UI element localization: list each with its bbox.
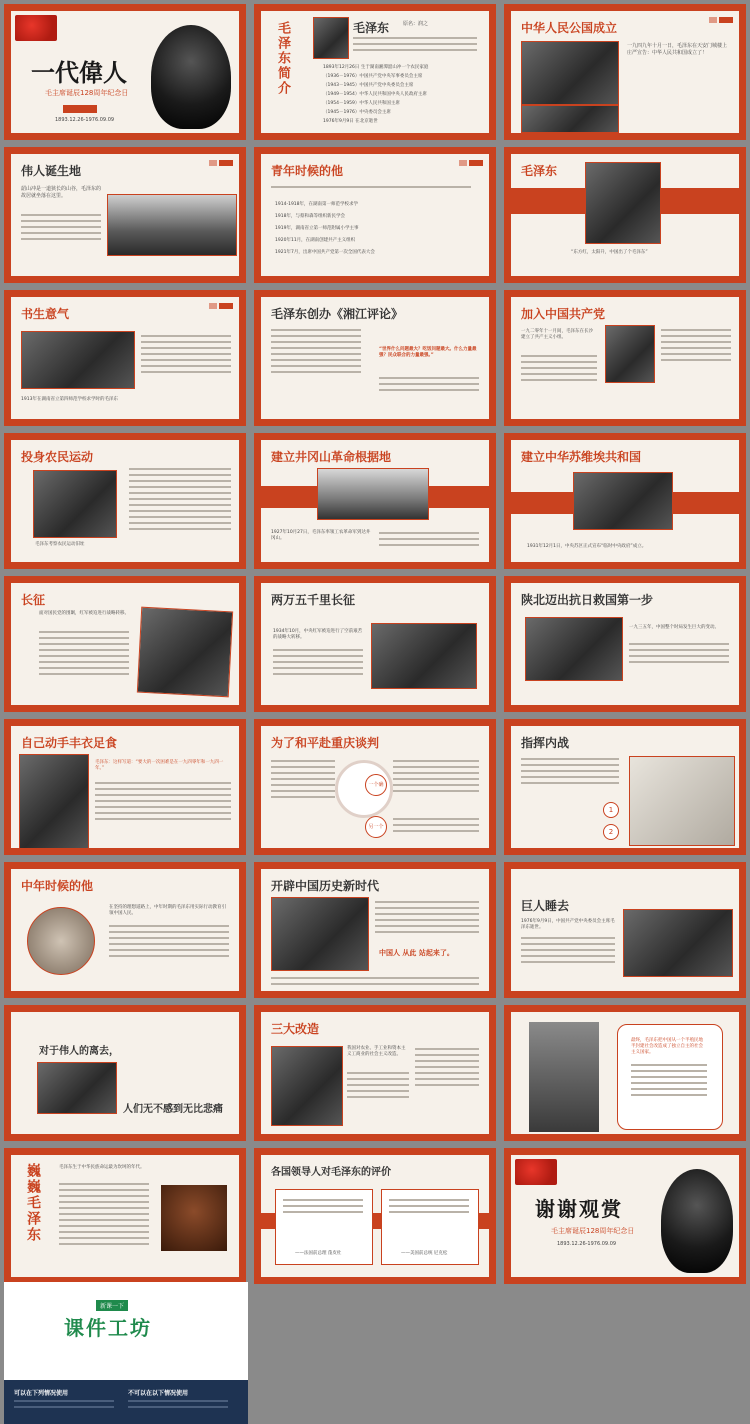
slide-18-civil-war[interactable] [504, 719, 746, 855]
intro-timeline-7: 1976年9月9日 在北京逝世 [323, 119, 378, 124]
passing-photo [623, 909, 733, 977]
passing-text: 1976年9月9日，中国共产党中央委员会主席毛泽东逝世。 [521, 919, 615, 931]
25000-li-painting [371, 623, 477, 689]
reforms-photo [271, 1046, 343, 1126]
shanbei-text: 一九三五年，中国整个时局发生巨大的变动。 [629, 625, 719, 630]
peasant-title: 投身农民运动 [21, 450, 94, 464]
jinggang-photo [317, 468, 429, 520]
memorial-statue [529, 1022, 599, 1132]
majestic-text: 毛泽东生于中华民族命运最为坎坷的年代。 [59, 1165, 145, 1170]
youth-timeline-5: 1921年7月，出席中国共产党第一次全国代表大会 [275, 250, 375, 255]
mourning-title: 对于伟人的离去， [39, 1046, 119, 1057]
cover-title: 一代偉人 [31, 58, 127, 87]
intro-name: 毛泽东 [353, 21, 390, 35]
slide-21-passing[interactable] [504, 862, 746, 998]
mourning-photo [37, 1062, 117, 1114]
leaders-quote-2: ——美国前总统 尼克松 [401, 1251, 448, 1256]
slide-26-leaders[interactable] [254, 1148, 496, 1284]
intro-vertical-title: 毛泽东简介 [275, 21, 290, 96]
mao-title: 毛泽东 [521, 164, 558, 178]
civil-war-title: 指挥内战 [521, 736, 570, 750]
thanks-date: 1893.12.26-1976.09.09 [557, 1241, 617, 1247]
slide-19-middle-age[interactable] [4, 862, 246, 998]
jinggang-text: 1927年10月27日，毛泽东率领工农革命军到达井冈山。 [271, 530, 371, 542]
brand-name: 课件工坊 [64, 1316, 152, 1340]
slide-14-25000-li[interactable] [254, 576, 496, 712]
xiangjiang-quote: “世界什么问题最大？吃饭问题最大。什么力量最强？民众联合的力量最强。” [379, 347, 477, 359]
brand-right-heading: 不可以在以下情况使用 [128, 1390, 189, 1397]
reforms-text: 我国对农业、手工业和资本主义工商业的社会主义改造。 [347, 1046, 406, 1058]
founding-photo-2 [521, 105, 619, 133]
brand-top-label: 新课一下 [96, 1300, 128, 1311]
slide-13-long-march[interactable] [4, 576, 246, 712]
red-flag-image [15, 15, 57, 41]
peasant-photo [33, 470, 117, 538]
slide-9-join-party[interactable] [504, 290, 746, 426]
long-march-text: 面对国民党的围剿，红军被迫进行战略转移。 [39, 611, 129, 616]
25000-li-title: 两万五千里长征 [271, 593, 356, 607]
join-party-title: 加入中国共产党 [521, 307, 606, 321]
slide-22-mourning[interactable] [4, 1005, 246, 1141]
xiangjiang-title: 毛泽东创办《湘江评论》 [271, 307, 404, 321]
cover-subtitle: 毛主席诞辰128周年纪念日 [45, 89, 129, 97]
thanks-portrait-image [661, 1169, 733, 1273]
peasant-caption: 毛泽东考察农民运动旧址 [35, 542, 85, 547]
brand-card [4, 1282, 248, 1424]
slide-7-scholar[interactable] [4, 290, 246, 426]
thanks-flag-image [515, 1159, 557, 1185]
cover-date: 1893.12.26-1976.09.09 [55, 117, 115, 123]
thanks-title: 谢谢观赏 [535, 1197, 623, 1221]
slide-23-reforms[interactable] [254, 1005, 496, 1141]
self-reliance-quote: 毛泽东：这样写道：“要大的一次困难是在一九四零年和一九四一年。” [95, 760, 224, 772]
slide-20-new-era[interactable] [254, 862, 496, 998]
slide-2-intro[interactable] [254, 4, 496, 140]
slide-5-youth[interactable] [254, 147, 496, 283]
birthplace-photo [107, 194, 237, 256]
leaders-quote-1: ——法国前总理 蓬皮杜 [295, 1251, 342, 1256]
slide-4-birthplace[interactable] [4, 147, 246, 283]
slide-17-chongqing[interactable] [254, 719, 496, 855]
brand-info-band [4, 1380, 248, 1424]
scholar-title: 书生意气 [21, 307, 70, 321]
brand-left-heading: 可以在下列情况使用 [14, 1390, 69, 1397]
reforms-title: 三大改造 [271, 1022, 320, 1036]
chongqing-title: 为了和平赴重庆谈判 [271, 736, 380, 750]
majestic-bust [161, 1185, 227, 1251]
slide-16-self-reliance[interactable] [4, 719, 246, 855]
scholar-group-photo [21, 331, 135, 389]
slide-25-majestic[interactable] [4, 1148, 246, 1284]
portrait-image [151, 25, 231, 129]
birthplace-title: 伟人诞生地 [21, 164, 82, 178]
slide-24-memorial[interactable] [504, 1005, 746, 1141]
intro-timeline-2: （1936－1976）中国共产党中央军事委员会主席 [323, 74, 423, 79]
founding-text: 一九四九年十月一日，毛泽东在天安门城楼上庄严宣告：中华人民共和国成立了！ [627, 43, 728, 56]
soviet-title: 建立中华苏维埃共和国 [521, 450, 642, 464]
slide-15-shanbei[interactable] [504, 576, 746, 712]
middle-age-text: 在坚持的理想道路上，中年时期的毛泽东用实际行动教育引领中国人民。 [109, 905, 226, 917]
mourning-subtitle: 人们无不感到无比悲痛 [123, 1104, 223, 1115]
birthplace-text: 韶山冲是一道狭长的山谷，毛泽东的故居就坐落在这里。 [21, 186, 102, 199]
civil-war-step-1: 1 [603, 802, 619, 818]
new-era-slogan: 中国人 从此 站起来了。 [379, 949, 454, 957]
memorial-text: 最终，毛泽东把中国从一个半殖民地半封建社会改造成了独立自主的社会主义国家。 [631, 1038, 703, 1056]
long-march-painting [137, 607, 233, 698]
mao-quote: “东方红，太阳升，中国出了个毛泽东” [571, 250, 648, 255]
intro-timeline-4: （1949－1954）中华人民共和国中央人民政府主席 [323, 92, 427, 97]
scholar-caption: 1913年在湖南省立第四师范学校求学时的毛泽东 [21, 397, 118, 402]
join-party-text: 一九二零年十一月间，毛泽东在长沙建立了共产主义小组。 [521, 329, 593, 341]
25000-li-text: 1934年10月，中央红军被迫进行了空前艰苦的战略大转移。 [273, 629, 363, 641]
chongqing-label-1: 一个确 [365, 774, 387, 796]
founding-title: 中华人民公国成立 [521, 21, 618, 35]
slide-27-thanks[interactable] [504, 1148, 746, 1284]
intro-timeline-1: 1893年12月26日 生于湖南湘潭韶山冲一个农民家庭 [323, 65, 429, 70]
civil-war-map [629, 756, 735, 846]
intro-portrait [313, 17, 349, 59]
intro-timeline-5: （1954－1959）中华人民共和国主席 [323, 101, 400, 106]
soviet-photo [573, 472, 673, 530]
youth-timeline-2: 1918年，与蔡和森等组织新民学会 [275, 214, 345, 219]
leaders-title: 各国领导人对毛泽东的评价 [271, 1167, 391, 1178]
intro-tagline: 原名：润之 [403, 21, 429, 27]
intro-paragraph [353, 37, 477, 55]
new-era-title: 开辟中国历史新时代 [271, 879, 380, 893]
slide-11-jinggang[interactable] [254, 433, 496, 569]
shanbei-cave-photo [525, 617, 623, 681]
cover-badge [63, 105, 97, 113]
self-reliance-photo [19, 754, 89, 848]
intro-timeline-6: （1945－1976）中央委员会主席 [323, 110, 391, 115]
slide-12-soviet[interactable] [504, 433, 746, 569]
middle-age-title: 中年时候的他 [21, 879, 94, 893]
join-party-portrait [605, 325, 655, 383]
slide-10-peasant[interactable] [4, 433, 246, 569]
founding-photo [521, 41, 619, 105]
accent-mark [719, 17, 733, 23]
civil-war-step-2: 2 [603, 824, 619, 840]
self-reliance-title: 自己动手丰衣足食 [21, 736, 118, 750]
youth-timeline-1: 1914-1918年，在湖南第一师范学校求学 [275, 202, 359, 207]
intro-timeline-3: （1943－1945）中国共产党中央委员会主席 [323, 83, 414, 88]
slide-1-cover[interactable] [4, 4, 246, 140]
youth-timeline-3: 1919年，湖南省立第一师范附属小学主事 [275, 226, 359, 231]
shanbei-title: 陕北迈出抗日救国第一步 [521, 593, 654, 607]
jinggang-title: 建立井冈山革命根据地 [271, 450, 392, 464]
majestic-vertical-title: 巍巍毛泽东 [25, 1163, 41, 1243]
middle-age-portrait [27, 907, 95, 975]
new-era-photo [271, 897, 369, 971]
slide-6-mao[interactable] [504, 147, 746, 283]
soviet-caption: 1931年12月1日，中央苏区正式宣布“临时中央政府”成立。 [527, 544, 647, 549]
mao-photo [585, 162, 661, 244]
youth-title: 青年时候的他 [271, 164, 344, 178]
chongqing-label-2: 另一个 [365, 816, 387, 838]
slide-8-xiangjiang[interactable] [254, 290, 496, 426]
passing-title: 巨人睡去 [521, 899, 570, 913]
long-march-title: 长征 [21, 593, 46, 607]
youth-timeline-4: 1920年11月，在湖南创建共产主义组织 [275, 238, 356, 243]
slide-3-founding[interactable] [504, 4, 746, 140]
thanks-subtitle: 毛主席诞辰128周年纪念日 [551, 1227, 635, 1235]
